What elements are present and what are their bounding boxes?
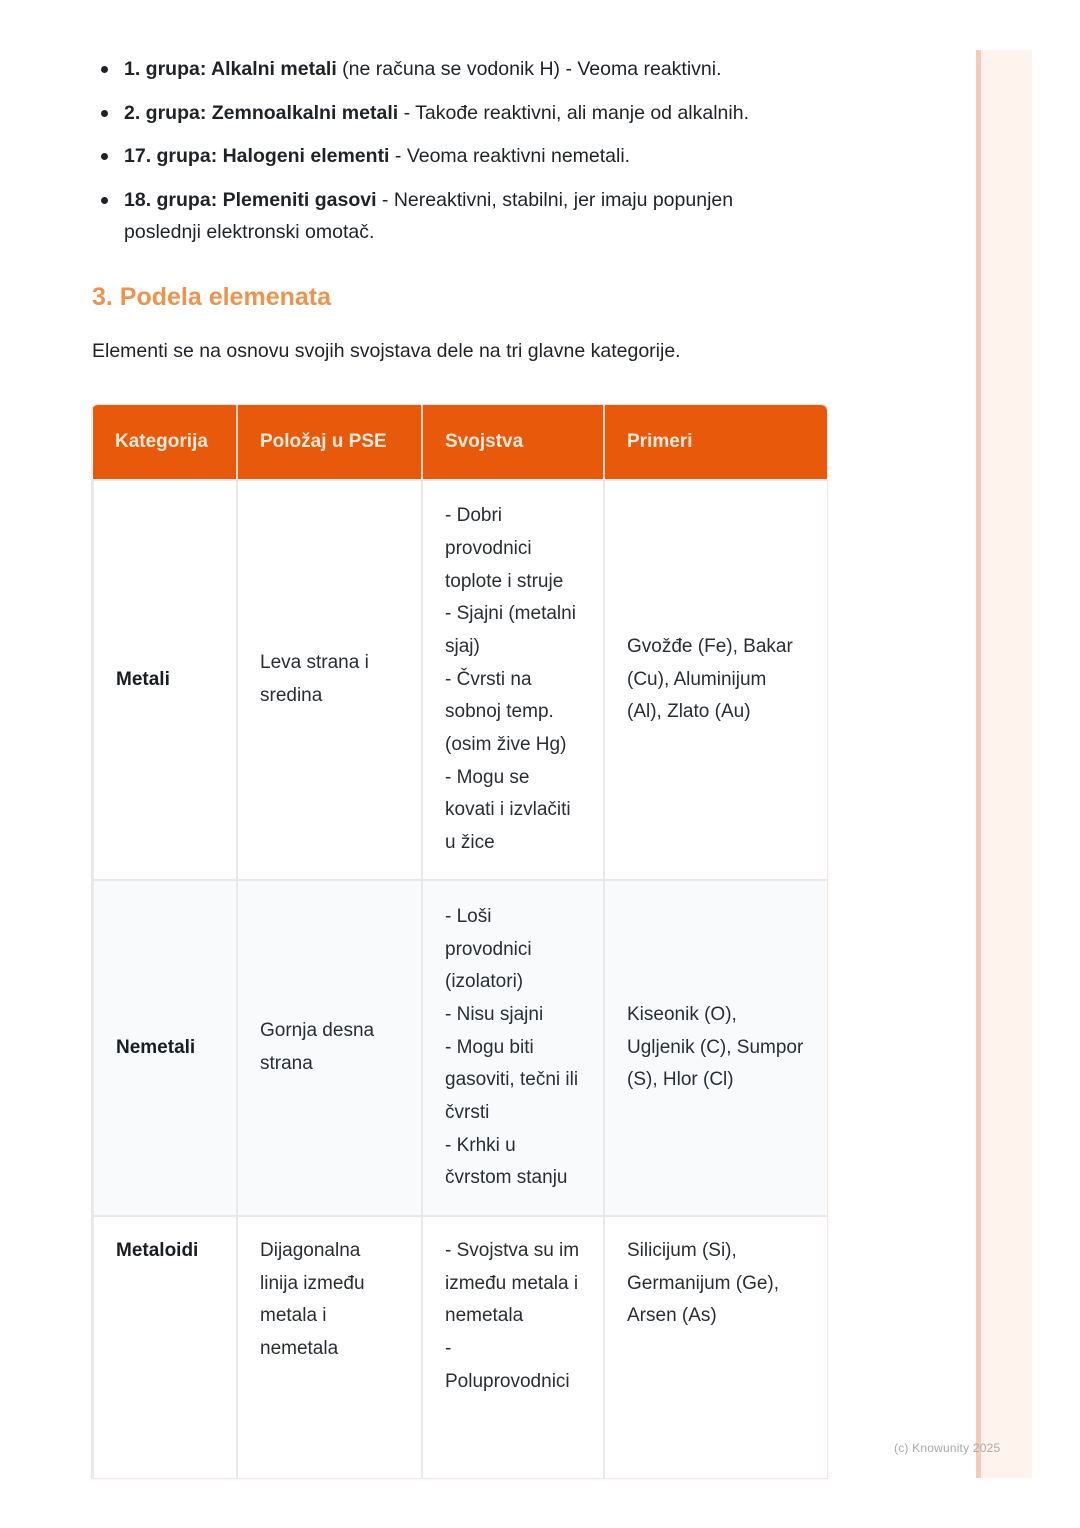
column-header-kategorija: Kategorija (93, 405, 237, 480)
list-item (92, 97, 812, 130)
table-header-row (93, 405, 827, 480)
list-item-term: 18. grupa: Plemeniti gasovi (124, 188, 377, 211)
cell-position: Leva strana i sredina (237, 480, 422, 880)
cell-properties (422, 480, 604, 880)
property-line: - Krhki u čvrstom stanju (445, 1134, 568, 1189)
property-line: - Mogu biti gasoviti, tečni ili čvrsti (445, 1036, 579, 1124)
property-line: - Mogu se kovati i izvlačiti u žice (445, 766, 571, 854)
table-row (93, 880, 827, 1216)
bullet-icon (101, 110, 108, 117)
column-header-polozaj: Položaj u PSE (237, 405, 422, 480)
list-item-term: 2. grupa: Zemnoalkalni metali (124, 101, 399, 124)
table-row (93, 1216, 827, 1478)
cell-examples: Kiseonik (O), Ugljenik (C), Sumpor (S), Hlor (Cl) (604, 880, 827, 1216)
cell-position: Gornja desna strana (237, 880, 422, 1216)
list-item (92, 184, 812, 249)
property-line: - Loši provodnici (izolatori) (445, 905, 532, 993)
list-item-term: 17. grupa: Halogeni elementi (124, 145, 390, 167)
cell-position: Dijagonalna linija između metala i nemetala (237, 1216, 422, 1478)
column-header-primeri: Primeri (604, 405, 827, 480)
cell-examples: Gvožđe (Fe), Bakar (Cu), Aluminijum (Al), Zlato (Au) (604, 480, 827, 880)
bullet-icon (101, 153, 108, 160)
periodic-groups-list (92, 53, 812, 260)
column-header-svojstva: Svojstva (422, 405, 604, 480)
element-categories-table (92, 405, 827, 1478)
list-item-text: (ne računa se vodonik H) - Veoma reaktivni. (336, 58, 722, 80)
list-item-text: - Veoma reaktivni nemetali. (389, 145, 631, 167)
list-item (92, 53, 812, 86)
bullet-icon (101, 66, 108, 73)
cell-category: Metali (93, 480, 237, 880)
property-line: - Sjajni (metalni sjaj) (445, 603, 576, 657)
property-line: - Poluprovodnici (445, 1338, 570, 1392)
list-item-text: - Takođe reaktivni, ali manje od alkalnih. (398, 101, 749, 124)
property-line: - Dobri provodnici toplote i struje (445, 505, 564, 592)
property-line: - Nisu sjajni (445, 1003, 544, 1025)
property-line: - Svojstva su im između metala i nemetala (445, 1240, 580, 1327)
table-row (93, 480, 827, 880)
list-item (92, 140, 812, 173)
property-line: - Čvrsti na sobnoj temp. (osim žive Hg) (445, 668, 567, 756)
cell-examples: Silicijum (Si), Germanijum (Ge), Arsen (As) (604, 1216, 827, 1478)
element-categories-table-container (92, 405, 827, 1478)
section-intro: Elementi se na osnovu svojih svojstava dele na tri glavne kategorije. (92, 340, 681, 362)
cell-category: Metaloidi (93, 1216, 237, 1478)
list-item-term: 1. grupa: Alkalni metali (124, 58, 337, 80)
list-item-text: - Nereaktivni, stabilni, jer imaju popunjen poslednji elektronski omotač. (124, 188, 734, 243)
margin-decoration-panel (976, 50, 1032, 1478)
cell-properties (422, 880, 604, 1216)
section-heading: 3. Podela elemenata (92, 283, 332, 311)
bullet-icon (101, 197, 108, 204)
copyright-credit: (c) Knowunity 2025 (894, 1441, 1001, 1455)
cell-category: Nemetali (93, 880, 237, 1216)
cell-properties (422, 1216, 604, 1478)
